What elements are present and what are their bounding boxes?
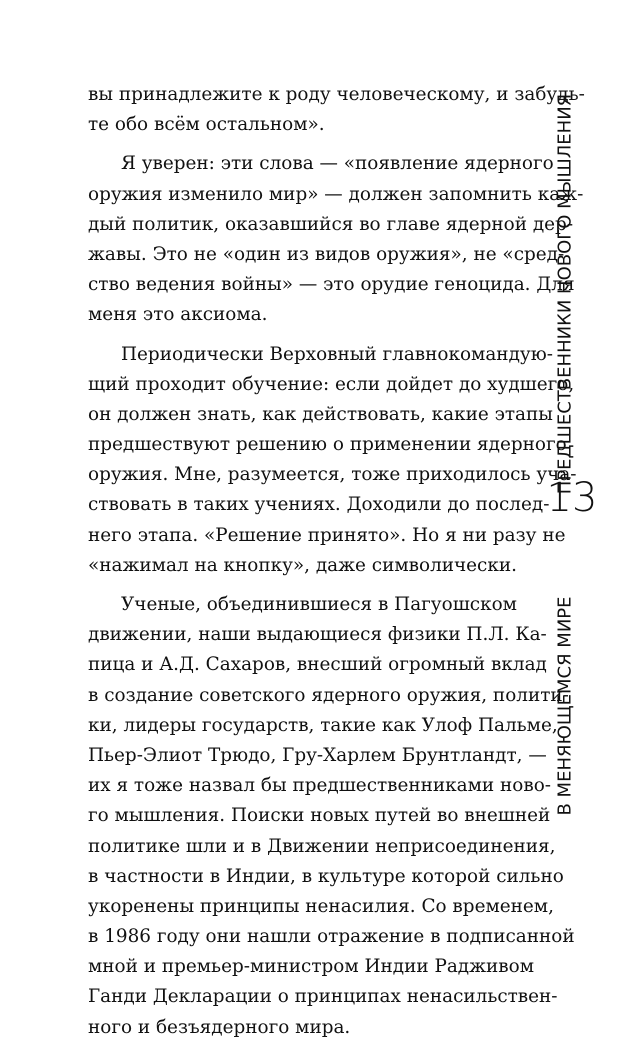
text-line: оружия изменило мир» — должен запомнить каж-: [88, 183, 584, 205]
text-line: него этапа. «Решение принято». Но я ни разу не: [88, 524, 566, 546]
running-head-chapter: [552, 93, 578, 495]
text-line: он должен знать, как действовать, какие этапы: [88, 403, 553, 425]
text-line: в частности в Индии, в культуре которой сильно: [88, 865, 564, 887]
text-line: дый политик, оказавшийся во главе ядерной дер-: [88, 213, 574, 235]
text-line: те обо всём остальном».: [88, 114, 325, 136]
paragraph-gap: [88, 581, 510, 590]
paragraph-gap: [88, 331, 510, 340]
text-line: Ганди Декларации о принципах ненасильствен-: [88, 986, 558, 1008]
text-line: мной и премьер-министром Индии Радживом: [88, 956, 535, 978]
text-line: Периодически Верховный главнокомандую-: [121, 343, 553, 365]
text-line: предшествуют решению о применении ядерного: [88, 434, 567, 456]
book-title: В МЕНЯЮЩЕМСЯ МИРЕ: [554, 596, 576, 816]
text-line: укоренены принципы ненасилия. Со временем,: [88, 895, 554, 917]
text-line: движении, наши выдающиеся физики П.Л. Ка-: [88, 624, 547, 646]
text-line: «нажимал на кнопку», даже символически.: [88, 554, 517, 576]
running-head-book: [552, 530, 578, 882]
text-line: Я уверен: эти слова — «появление ядерного: [121, 153, 554, 175]
text-line: Ученые, объединившиеся в Пагуошском: [121, 594, 517, 615]
text-line: пица и А.Д. Сахаров, внесший огромный вклад: [88, 654, 547, 676]
text-line: жавы. Это не «один из видов оружия», не «сред-: [88, 243, 565, 265]
text-line: ки, лидеры государств, такие как Улоф Пальме,: [88, 714, 558, 736]
text-line: Пьер-Элиот Трюдо, Гру-Харлем Брунтландт, —: [88, 744, 547, 766]
text-line: их я тоже назвал бы предшественниками ново-: [88, 775, 552, 797]
chapter-title: ПРЕДШЕСТВЕННИКИ НОВОГО МЫШЛЕНИЯ: [554, 93, 576, 495]
text-line: в 1986 году они нашли отражение в подписанной: [88, 926, 575, 948]
text-line: меня это аксиома.: [88, 304, 268, 326]
text-line: го мышления. Поиски новых путей во внешней: [88, 805, 551, 827]
text-line: ство ведения войны» — это орудие геноцида. Для: [88, 274, 575, 296]
text-line: оружия. Мне, разумеется, тоже приходилось уча-: [88, 464, 577, 486]
text-line: щий проходит обучение: если дойдет до худшего,: [88, 373, 575, 395]
text-line: вы принадлежите к роду человеческому, и забудь-: [88, 84, 585, 105]
text-line: ствовать в таких учениях. Доходили до послед-: [88, 494, 550, 516]
text-line: в создание советского ядерного оружия, полити-: [88, 684, 569, 706]
paragraph-gap: [88, 140, 510, 149]
text-line: политике шли и в Движении неприсоединения,: [88, 835, 556, 857]
page-number: 13: [546, 475, 598, 521]
text-line: ного и безъядерного мира.: [88, 1016, 351, 1038]
